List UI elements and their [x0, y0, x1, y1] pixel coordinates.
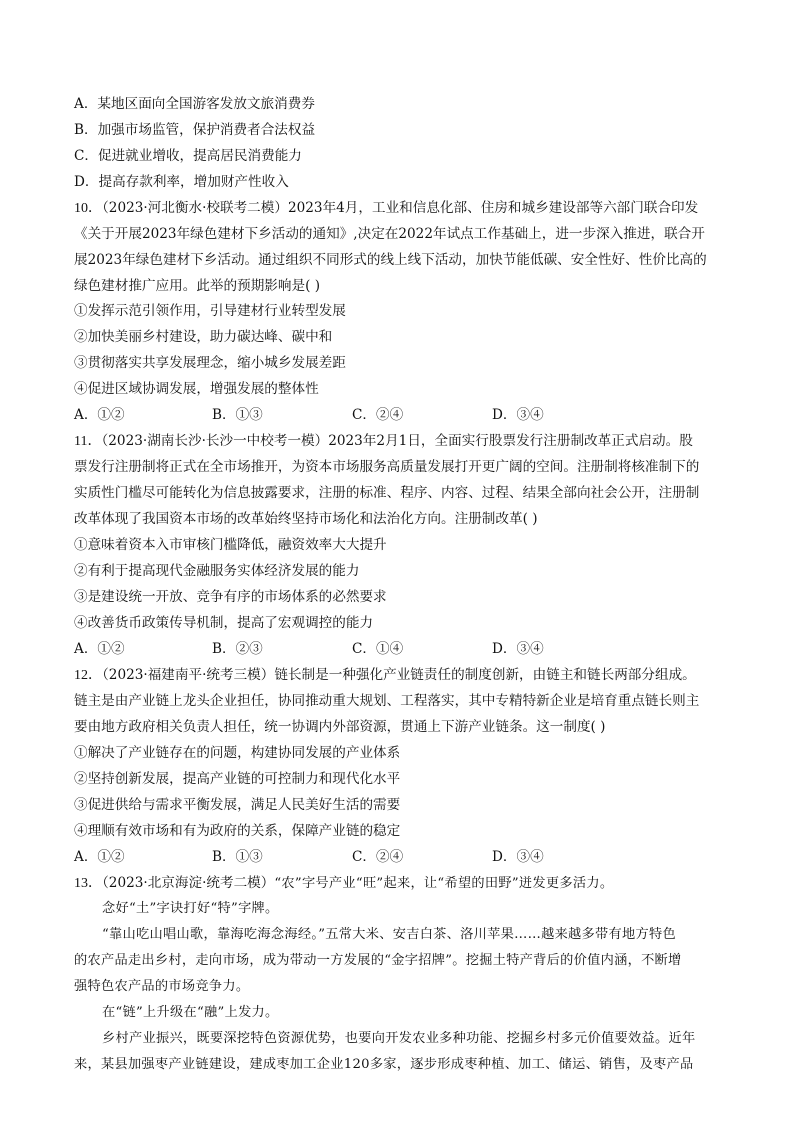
- q13-paragraph-line: 的农产品走出乡村，走向市场，成为带动一方发展的“金字招牌”。挖掘土特产背后的价值内涵，不断增: [74, 953, 682, 968]
- question-stem-text: 2023年4月，工业和信息化部、住房和城乡建设部等六部门联合印发: [287, 200, 699, 216]
- question-source: （2023·北京海淀·统考二模）: [102, 875, 275, 891]
- q9-option-a: A．某地区面向全国游客发放文旅消费券: [74, 96, 315, 112]
- question-number: 11．: [74, 434, 102, 449]
- q10-item-4: ④促进区域协调发展，增强发展的整体性: [74, 381, 319, 397]
- q12-item-4: ④理顺有效市场和有为政府的关系，保障产业链的稳定: [74, 823, 401, 839]
- q11-option-d: D．③④: [492, 641, 544, 657]
- q12-item-3: ③促进供给与需求平衡发展，满足人民美好生活的需要: [74, 797, 401, 813]
- q12-option-c: C．②④: [352, 849, 404, 865]
- question-source: （2023·湖南长沙·长沙一中校考一模）: [101, 433, 329, 449]
- q9-option-b: B．加强市场监管，保护消费者合法权益: [74, 122, 316, 138]
- q12-option-a: A．①②: [74, 849, 125, 865]
- q10-stem-line-3: 展2023年绿色建材下乡活动。通过组织不同形式的线上线下活动，加快节能低碳、安全性好、性价比高的: [74, 252, 707, 268]
- q12-item-2: ②坚持创新发展，提高产业链的可控制力和现代化水平: [74, 771, 401, 787]
- question-stem-text: 链长制是一种强化产业链责任的制度创新，由链主和链长两部分组成。: [274, 667, 696, 683]
- question-number: 10．: [74, 201, 102, 216]
- q13-paragraph-heading-1: 念好“土”字诀打好“特”字牌。: [102, 901, 279, 916]
- q13-stem-line-1: [74, 874, 613, 893]
- q12-option-b: B．①③: [212, 849, 263, 865]
- q12-stem-line-2: 链主是由产业链上龙头企业担任，协同推动重大规划、工程落实，其中专精特新企业是培育重点链长则主: [74, 693, 700, 709]
- q10-item-2: ②加快美丽乡村建设，助力碳达峰、碳中和: [74, 329, 333, 345]
- q11-stem-line-3: 实质性门槛尽可能转化为信息披露要求，注册的标准、程序、内容、过程、结果全部向社会公开，注册制: [74, 485, 700, 501]
- q9-option-d: D．提高存款利率，增加财产性收入: [74, 174, 289, 190]
- q12-stem-line-3: 要由地方政府相关负责人担任，统一协调内外部资源，贯通上下游产业链条。这一制度( ): [74, 719, 606, 735]
- q13-paragraph-line: 乡村产业振兴，既要深挖特色资源优势，也要向开发农业多种功能、挖掘乡村多元价值要效益。近年: [102, 1031, 696, 1046]
- q10-option-c: C．②④: [352, 407, 404, 423]
- q10-stem-line-4: 绿色建材推广应用。此举的预期影响是( ): [74, 278, 321, 294]
- q11-item-3: ③是建设统一开放、竞争有序的市场体系的必然要求: [74, 589, 387, 605]
- q11-item-2: ②有利于提高现代金融服务实体经济发展的能力: [74, 563, 360, 579]
- q10-stem-line-2: 《关于开展2023年绿色建材下乡活动的通知》,决定在2022年试点工作基础上，进一步深入推进，联合开: [74, 226, 705, 242]
- q12-option-d: D．③④: [492, 849, 544, 865]
- q12-item-1: ①解决了产业链存在的问题，构建协同发展的产业体系: [74, 745, 401, 761]
- q10-stem-line-1: [74, 199, 698, 218]
- question-source: （2023·福建南平·统考三模）: [102, 667, 275, 683]
- q11-item-4: ④改善货币政策传导机制，提高了宏观调控的能力: [74, 615, 374, 631]
- q12-stem-line-1: [74, 666, 696, 685]
- q11-option-a: A．①②: [74, 641, 125, 657]
- q10-option-a: A．①②: [74, 407, 125, 423]
- question-stem-text: “农”字号产业“旺”起来，让“希望的田野”迸发更多活力。: [274, 876, 614, 891]
- q10-option-d: D．③④: [492, 407, 544, 423]
- q10-option-b: B．①③: [212, 407, 263, 423]
- q11-stem-line-4: 改革体现了我国资本市场的改革始终坚持市场化和法治化方向。注册制改革( ): [74, 511, 538, 527]
- question-source: （2023·河北衡水·校联考二模）: [102, 200, 288, 216]
- question-number: 13．: [74, 876, 102, 891]
- question-number: 12．: [74, 668, 102, 683]
- q11-option-b: B．②③: [212, 641, 263, 657]
- q11-stem-line-1: [74, 432, 693, 451]
- q9-option-c: C．促进就业增收，提高居民消费能力: [74, 148, 302, 164]
- question-stem-text: 2023年2月1日，全面实行股票发行注册制改革正式启动。股: [328, 433, 693, 449]
- q10-item-3: ③贯彻落实共享发展理念，缩小城乡发展差距: [74, 355, 346, 371]
- q13-paragraph-heading-2: 在“链”上升级在“融”上发力。: [102, 1005, 279, 1020]
- q11-option-c: C．①④: [352, 641, 404, 657]
- q11-item-1: ①意味着资本入市审核门槛降低，融资效率大大提升: [74, 537, 387, 553]
- q11-stem-line-2: 票发行注册制将正式在全市场推开，为资本市场服务高质量发展打开更广阔的空间。注册制将核准制下的: [74, 459, 700, 475]
- q10-item-1: ①发挥示范引领作用，引导建材行业转型发展: [74, 303, 346, 319]
- q13-paragraph-line: 强特色农产品的市场竞争力。: [74, 979, 250, 994]
- q13-paragraph-line: “靠山吃山唱山歌，靠海吃海念海经。”五常大米、安吉白茶、洛川苹果……越来越多带有地方特色: [102, 927, 676, 942]
- q13-paragraph-line: 来，某县加强枣产业链建设，建成枣加工企业120多家，逐步形成枣种植、加工、储运、销售，及枣产品: [74, 1057, 694, 1072]
